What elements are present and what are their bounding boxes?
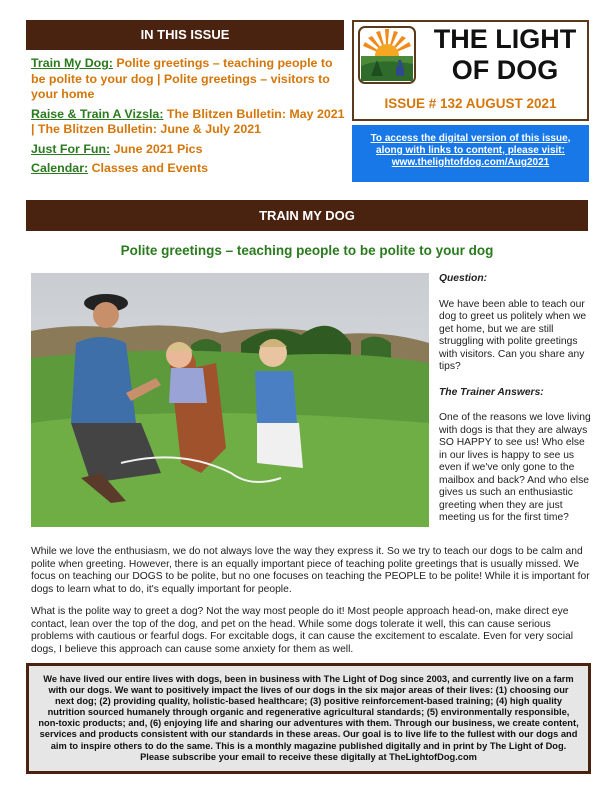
toc-section-link[interactable]: Train My Dog: [31, 56, 113, 70]
toc-item-raise-train-vizsla[interactable] [31, 107, 349, 138]
toc-articles: Polite greetings – teaching people to be polite to your dog | Polite greetings – visitors to your home [31, 56, 333, 101]
toc-item-train-my-dog[interactable] [31, 56, 349, 103]
body-paragraph: What is the polite way to greet a dog? Not the way most people do it! Most people approach head-on, make direct eye contact, lean over the top of the dog, and pet on the head. While some dogs tolerate it well, this can cause serious problems with cautious or fearful dogs. For excitable dogs, it can cause the excitement to escalate. Even for very social dogs, I believe this approach can cause some anxiety for them as well. [31, 606, 573, 655]
toc-articles: Classes and Events [88, 161, 208, 175]
body-paragraph: While we love the enthusiasm, we do not always love the way they express it. So we try to teach our dogs to be calm and polite when greeting. However, there is an equally important piece of teaching polite greetings that is usually missed. We focus on teaching our DOGS to be polite, but no one focuses on teaching the PEOPLE to be polite! While it is important for dogs to learn what to do, it's equally important for people. [31, 546, 590, 595]
about-footer-box [26, 663, 591, 774]
toc-section-link[interactable]: Raise & Train A Vizsla: [31, 106, 164, 121]
digital-version-box [352, 125, 589, 182]
question-label: Question: [439, 273, 488, 284]
masthead-title: THE LIGHT OF DOG [433, 24, 577, 85]
question-text: We have been able to teach our dog to greet us politely when we get home, but we are still struggling with polite greetings with visitors. Can you share any tips? [439, 298, 587, 372]
toc-section-link[interactable]: Calendar: [31, 161, 89, 175]
issue-number: ISSUE # 132 AUGUST 2021 [384, 96, 557, 111]
masthead-logo [352, 20, 589, 121]
qa-sidebar [439, 273, 591, 538]
table-of-contents [31, 56, 349, 181]
article-photo [31, 273, 429, 527]
digital-version-link[interactable]: www.thelightofdog.com/Aug2021 [391, 157, 550, 168]
answer-text: One of the reasons we love living with dogs is that they are always SO HAPPY to see us! Who else in our lives is happy to see us even if we've only gone to the mailbox and back? And who else gives us such an enthusiastic greeting when they are just meeting us for the first time? [439, 412, 591, 523]
digital-version-text[interactable]: To access the digital version of this issue, along with links to content, please visit: [370, 133, 571, 156]
answer-label: The Trainer Answers: [439, 386, 544, 398]
toc-item-calendar[interactable] [31, 161, 349, 177]
train-my-dog-header: TRAIN MY DOG [26, 200, 588, 231]
in-this-issue-header: IN THIS ISSUE [26, 20, 344, 50]
sunrise-dog-logo-icon [358, 26, 416, 84]
toc-section-link[interactable]: Just For Fun: [31, 141, 111, 156]
toc-item-just-for-fun[interactable] [31, 142, 349, 158]
toc-articles: The Blitzen Bulletin: May 2021 | The Blitzen Bulletin: June & July 2021 [31, 106, 345, 136]
article-title: Polite greetings – teaching people to be polite to your dog [120, 243, 494, 258]
toc-articles: June 2021 Pics [110, 141, 203, 156]
about-text: We have lived our entire lives with dogs, been in business with The Light of Dog since 2003, and currently live on a farm with our dogs. We want to positively impact the lives of our dogs in the six major areas of their lives: (1) choosing our next dog; (2) providing quality, holistic-based healthcare; (3) positive reinforcement-based training; (4) high quality nutrition sourced humanely through organic and regenerative agricultural standards; (5) environmentally responsible, non-toxic products; and, (6) enjoying life and sharing our adventures with them. Through our business, we create content, services and products consistent with our standards in these areas. Our goal is to live life to the fullest with our dogs and aim to inspire others to do the same. This is a monthly magazine published digitally and in print by The Light of Dog. Please subscribe your email to receive these digitally at TheLightofDog.com [38, 674, 579, 762]
